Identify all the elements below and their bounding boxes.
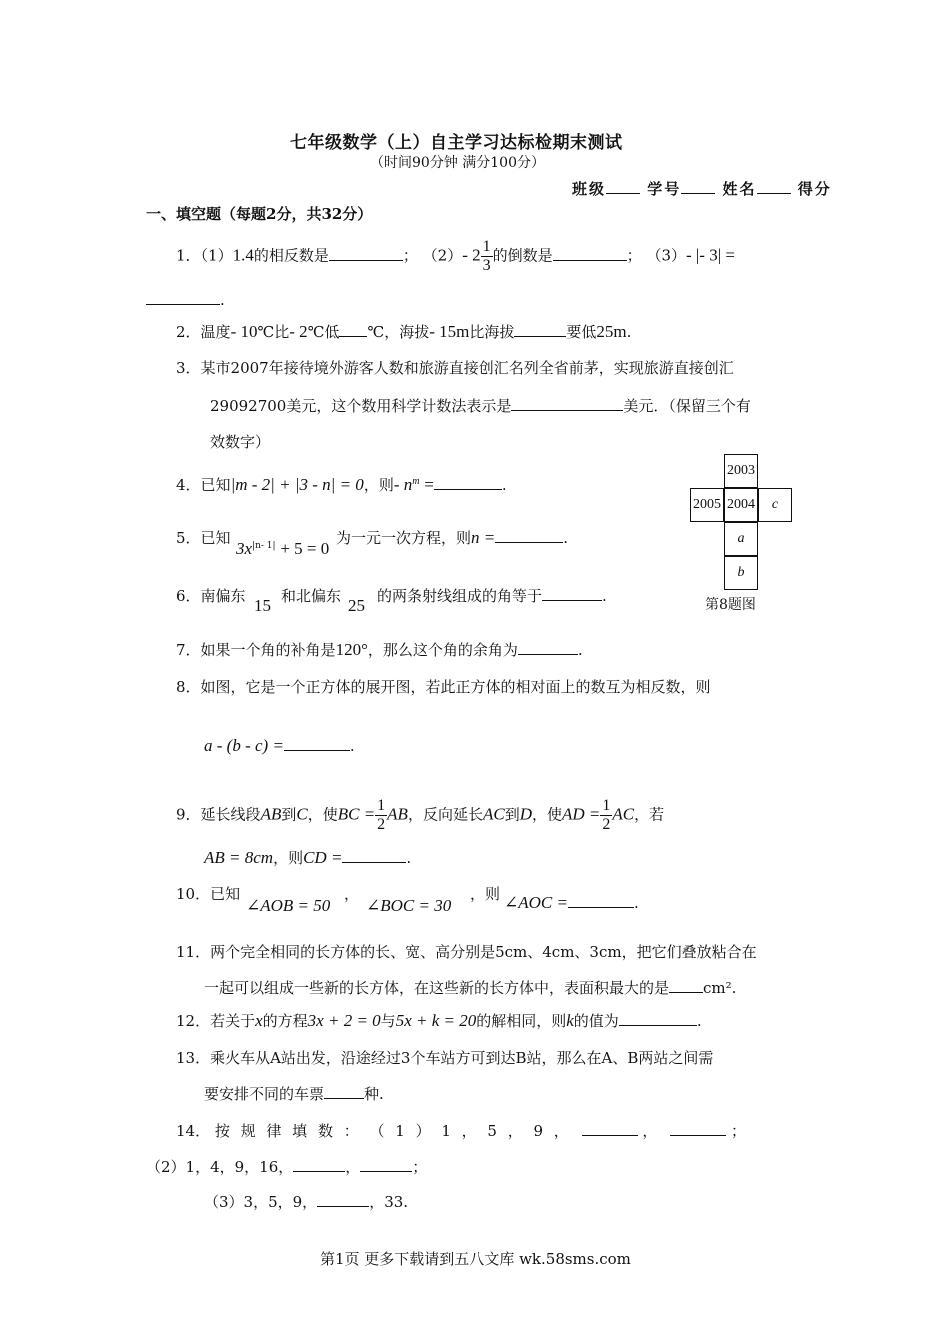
- question-3: 3．某市2007年接待境外游客人数和旅游直接创汇名列全省前茅，实现旅游直接创汇: [176, 359, 734, 377]
- page-footer: 第1页 更多下载请到五八文库 wk.58sms.com: [320, 1250, 631, 1268]
- class-label: 班级: [572, 180, 607, 198]
- question-6-text-3: 的两条射线组成的角等于 .: [377, 587, 607, 605]
- question-3-line-2: 29092700美元，这个数用科学计数法表示是 美元．（保留三个有: [210, 397, 751, 415]
- question-4: 4．已知|m - 2| + |3 - n| = 0，则- $n^m$ = .: [176, 475, 507, 494]
- answer-blank[interactable]: [360, 1157, 412, 1172]
- question-8-expr: a - (b - c) = .: [204, 736, 355, 755]
- answer-blank[interactable]: [553, 246, 627, 261]
- net-cell-a: a: [724, 522, 758, 556]
- answer-blank[interactable]: [670, 1121, 726, 1136]
- answer-blank[interactable]: [669, 978, 703, 993]
- question-14-part-3: （3）3，5，9， ，33.: [204, 1193, 409, 1211]
- question-7: 7．如果一个角的补角是120°，那么这个角的余角为 .: [176, 640, 583, 659]
- question-14-part-2: （2）1，4，9，16， ， ；: [146, 1158, 428, 1176]
- answer-blank[interactable]: [293, 1157, 345, 1172]
- answer-blank[interactable]: [542, 586, 602, 601]
- page-title: 七年级数学（上）自主学习达标检期末测试: [290, 133, 623, 153]
- fraction: $\frac{1}{3}$: [482, 238, 491, 274]
- name-blank[interactable]: [757, 179, 791, 194]
- score-label: 得分: [797, 180, 832, 198]
- question-11-line-2: 一起可以组成一些新的长方体，在这些新的长方体中，表面积最大的是 cm².: [204, 979, 737, 997]
- net-cell-2005: 2005: [690, 488, 724, 522]
- question-10-angle-1: ∠AOB = 50: [246, 896, 331, 915]
- question-9: 9．延长线段AB到C，使BC = $\frac{1}{2}$ AB，反向延长AC到D，使AD = $\frac{1}{2}$ AC，若: [176, 797, 665, 833]
- question-10-angle-3: ∠AOC = .: [504, 893, 639, 912]
- student-id-label: 学号: [647, 180, 682, 198]
- class-blank[interactable]: [606, 179, 640, 194]
- question-13-line-2: 要安排不同的车票 种.: [204, 1085, 384, 1103]
- answer-blank[interactable]: [146, 290, 220, 305]
- net-cell-2003: 2003: [724, 454, 758, 488]
- question-5-expr: $3x^{|n- 1|} + 5 = 0$: [236, 539, 330, 558]
- figure-caption: 第8题图: [705, 597, 756, 613]
- student-info-row: [572, 178, 832, 199]
- question-5-text: 为一元一次方程，则n = .: [336, 528, 569, 547]
- cube-net-figure: [689, 454, 793, 594]
- answer-blank[interactable]: [324, 1084, 364, 1099]
- section-heading: 一、填空题（每题2分，共32分）: [146, 205, 373, 223]
- question-6-value-1: 15: [254, 596, 271, 615]
- question-10-sep: ，: [344, 885, 360, 903]
- answer-blank[interactable]: [284, 736, 350, 751]
- answer-blank[interactable]: [619, 1011, 697, 1026]
- question-9-line-2: AB = 8cm，则CD = .: [204, 848, 412, 867]
- question-11: 11．两个完全相同的长方体的长、宽、高分别是5cm、4cm、3cm，把它们叠放粘合在: [176, 943, 757, 961]
- question-8: 8．如图，它是一个正方体的展开图，若此正方体的相对面上的数互为相反数，则: [176, 678, 711, 696]
- question-10-text: ，则: [470, 885, 501, 903]
- question-1: 1．（1）1.4的相反数是 ； （2）- 2 $\frac{1}{3}$ 的倒数是 ； （3）- |- 3| =: [176, 238, 735, 274]
- answer-blank[interactable]: [434, 475, 502, 490]
- net-cell-2004: 2004: [724, 488, 758, 522]
- answer-blank[interactable]: [582, 1121, 638, 1136]
- name-label: 姓名: [722, 180, 757, 198]
- question-1-continuation: .: [146, 290, 225, 310]
- answer-blank[interactable]: [568, 893, 634, 908]
- question-3-line-3: 效数字）: [210, 433, 271, 451]
- answer-blank[interactable]: [317, 1192, 369, 1207]
- answer-blank[interactable]: [511, 396, 623, 411]
- question-12: 12．若关于x的方程3x + 2 = 0与5x + k = 20的解相同，则k的值为 .: [176, 1011, 702, 1030]
- fraction-half: $\frac{1}{2}$: [377, 797, 386, 833]
- question-10: 10．已知: [176, 885, 241, 903]
- question-2: 2．温度- 10℃比- 2℃低 ℃，海拔- 15m比海拔 要低25m.: [176, 322, 632, 341]
- question-10-angle-2: ∠BOC = 30: [366, 896, 452, 915]
- question-6-value-2: 25: [348, 596, 365, 615]
- question-5: 5．已知: [176, 529, 231, 547]
- net-cell-c: c: [758, 488, 792, 522]
- question-6-text-2: 和北偏东: [281, 587, 342, 605]
- answer-blank[interactable]: [339, 322, 367, 337]
- fraction-half: $\frac{1}{2}$: [602, 797, 611, 833]
- page-subtitle: （时间90分钟 满分100分）: [370, 155, 545, 171]
- answer-blank[interactable]: [495, 528, 563, 543]
- question-6: 6．南偏东: [176, 587, 246, 605]
- question-13: 13．乘火车从A站出发，沿途经过3个车站方可到达B站，那么在A、B两站之间需: [176, 1049, 714, 1067]
- answer-blank[interactable]: [514, 322, 566, 337]
- answer-blank[interactable]: [342, 848, 406, 863]
- net-cell-b: b: [724, 556, 758, 590]
- student-id-blank[interactable]: [681, 179, 715, 194]
- answer-blank[interactable]: [518, 640, 578, 655]
- question-14: 14． 按 规 律 填 数 ： （ 1 ） 1 ， 5 ， 9 ， ， ；: [176, 1122, 746, 1140]
- answer-blank[interactable]: [329, 246, 403, 261]
